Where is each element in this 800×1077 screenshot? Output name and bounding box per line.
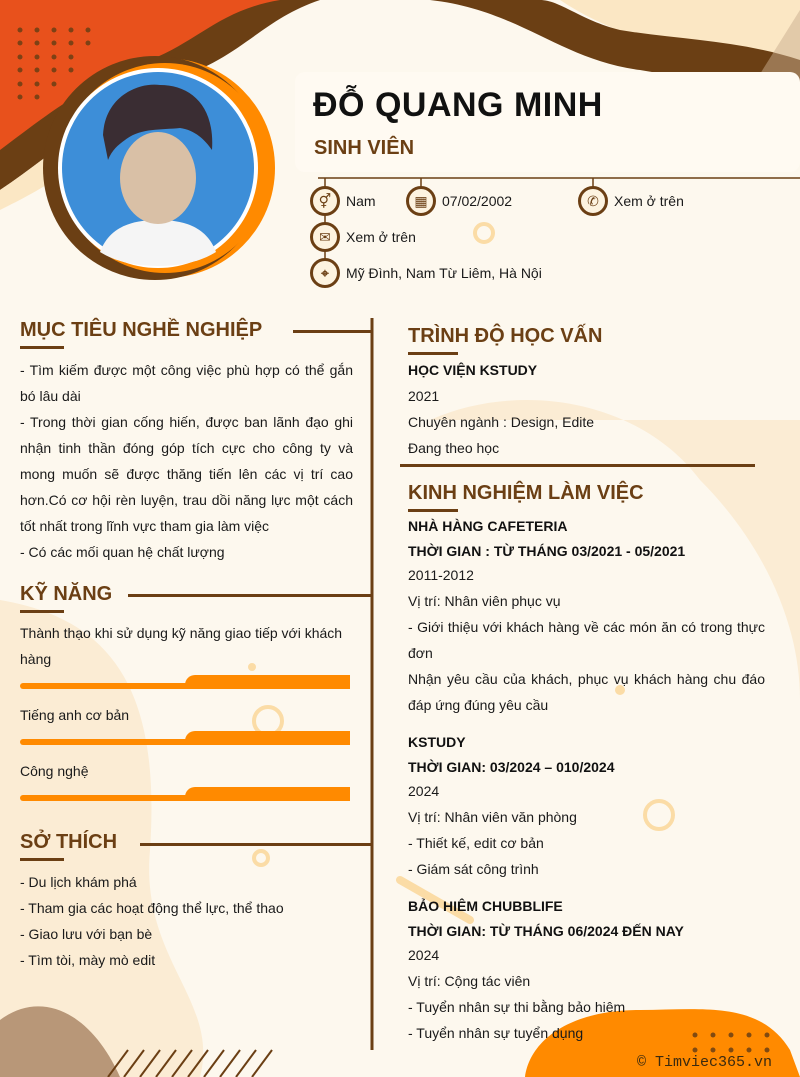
hobby-item: - Giao lưu với bạn bè [20, 926, 153, 942]
education-details [408, 357, 765, 461]
hobby-item: - Du lịch khám phá [20, 874, 137, 890]
skill-name: Công nghệ [20, 763, 89, 779]
title-underline [408, 509, 458, 512]
job-year: 2024 [408, 783, 440, 799]
divider [400, 464, 755, 467]
experience-section [408, 482, 644, 512]
phone-value: Xem ở trên [614, 193, 684, 209]
job-line: - Tuyển nhân sự thi bằng bảo hiêm [408, 998, 626, 1015]
job-time: THỜI GIAN: TỪ THÁNG 06/2024 ĐẾN NAY [408, 922, 684, 939]
objective-section [20, 319, 262, 349]
email-icon: ✉ [310, 222, 340, 252]
location-pin-icon: ⌖ [310, 258, 340, 288]
objective-text [20, 357, 353, 565]
skill-name: Thành thạo khi sử dụng kỹ năng giao tiếp với khách hàng [20, 625, 343, 667]
skill-bar [20, 731, 350, 745]
address-value: Mỹ Đình, Nam Từ Liêm, Hà Nội [346, 265, 542, 281]
job-company: KSTUDY [408, 734, 466, 750]
hobbies-list [20, 869, 284, 973]
contact-gender [310, 186, 376, 216]
hobbies-section [20, 831, 117, 861]
job-time: THỜI GIAN: 03/2024 – 010/2024 [408, 758, 615, 775]
email-value: Xem ở trên [346, 229, 416, 245]
title-underline [20, 346, 64, 349]
section-title: MỤC TIÊU NGHỀ NGHIỆP [20, 319, 263, 341]
job-company: BẢO HIÊM CHUBBLIFE [408, 898, 563, 914]
section-title: KỸ NĂNG [20, 583, 113, 605]
section-title: SỞ THÍCH [20, 831, 118, 853]
title-underline [408, 352, 458, 355]
gender-value: Nam [346, 193, 376, 209]
job-line: - Tuyển nhân sự tuyển dụng [408, 1024, 584, 1041]
title-underline [20, 610, 64, 613]
job-line: Vị trí: Nhân viên văn phòng [408, 808, 577, 825]
job-company: NHÀ HÀNG CAFETERIA [408, 518, 568, 534]
candidate-role: SINH VIÊN [314, 137, 415, 159]
birthday-value: 07/02/2002 [442, 193, 513, 209]
section-title: TRÌNH ĐỘ HỌC VẤN [408, 325, 603, 347]
job-line: - Thiết kế, edit cơ bản [408, 834, 544, 851]
objective-line: - Có các mối quan hệ chất lượng [20, 544, 225, 560]
job-year: 2011-2012 [408, 567, 474, 583]
title-underline [20, 858, 64, 861]
phone-icon: ✆ [578, 186, 608, 216]
divider [293, 330, 373, 333]
divider [140, 843, 373, 846]
watermark: © Timviec365.vn [636, 1054, 772, 1071]
job-entry [408, 730, 765, 882]
contact-birthday [406, 186, 512, 216]
section-title: KINH NGHIỆM LÀM VIỆC [408, 482, 644, 504]
gender-icon: ⚥ [310, 186, 340, 216]
job-line: - Giám sát công trình [408, 860, 539, 877]
hobby-item: - Tham gia các hoạt động thể lực, thể thao [20, 900, 284, 916]
calendar-icon: ▦ [406, 186, 436, 216]
skill-bar [20, 787, 350, 801]
skill-name: Tiếng anh cơ bản [20, 707, 130, 723]
contact-phone [578, 186, 684, 216]
hobby-item: - Tìm tòi, mày mò edit [20, 952, 156, 968]
contact-email [310, 222, 416, 252]
job-time: THỜI GIAN : TỪ THÁNG 03/2021 - 05/2021 [408, 542, 686, 559]
education-section [408, 325, 602, 355]
skill-bar [20, 675, 350, 689]
contact-address [310, 258, 542, 288]
education-status: Đang theo học [408, 440, 500, 456]
job-line: - Giới thiệu với khách hàng về các món ăn có trong thực đơn [408, 618, 765, 661]
job-year: 2024 [408, 947, 440, 963]
education-year: 2021 [408, 388, 440, 404]
job-entry [408, 894, 765, 1046]
objective-line: - Tìm kiếm được một công việc phù hợp có thể gắn bó lâu dài [20, 362, 353, 404]
divider [128, 594, 373, 597]
job-entry [408, 514, 765, 718]
school-name: HỌC VIỆN KSTUDY [408, 362, 538, 378]
job-line: Vị trí: Nhân viên phục vụ [408, 592, 561, 609]
education-major: Chuyên ngành : Design, Edite [408, 414, 595, 430]
candidate-name: ĐỖ QUANG MINH [313, 86, 603, 124]
job-line: Vị trí: Cộng tác viên [408, 972, 531, 989]
job-line: Nhận yêu cầu của khách, phục vụ khách hàng chu đáo đáp ứng đúng yêu cầu [408, 670, 765, 713]
skills-section [20, 583, 112, 613]
objective-line: - Trong thời gian cống hiến, được ban lãnh đạo ghi nhận tinh thần đóng góp tích cực cho công ty và mong muốn sẽ được thăng tiến lên các vị trí cao hơn.Có cơ hội rèn luyện, trau dồi năng lực một cách tốt nhất trong lĩnh vực tham gia làm việc [20, 414, 353, 534]
